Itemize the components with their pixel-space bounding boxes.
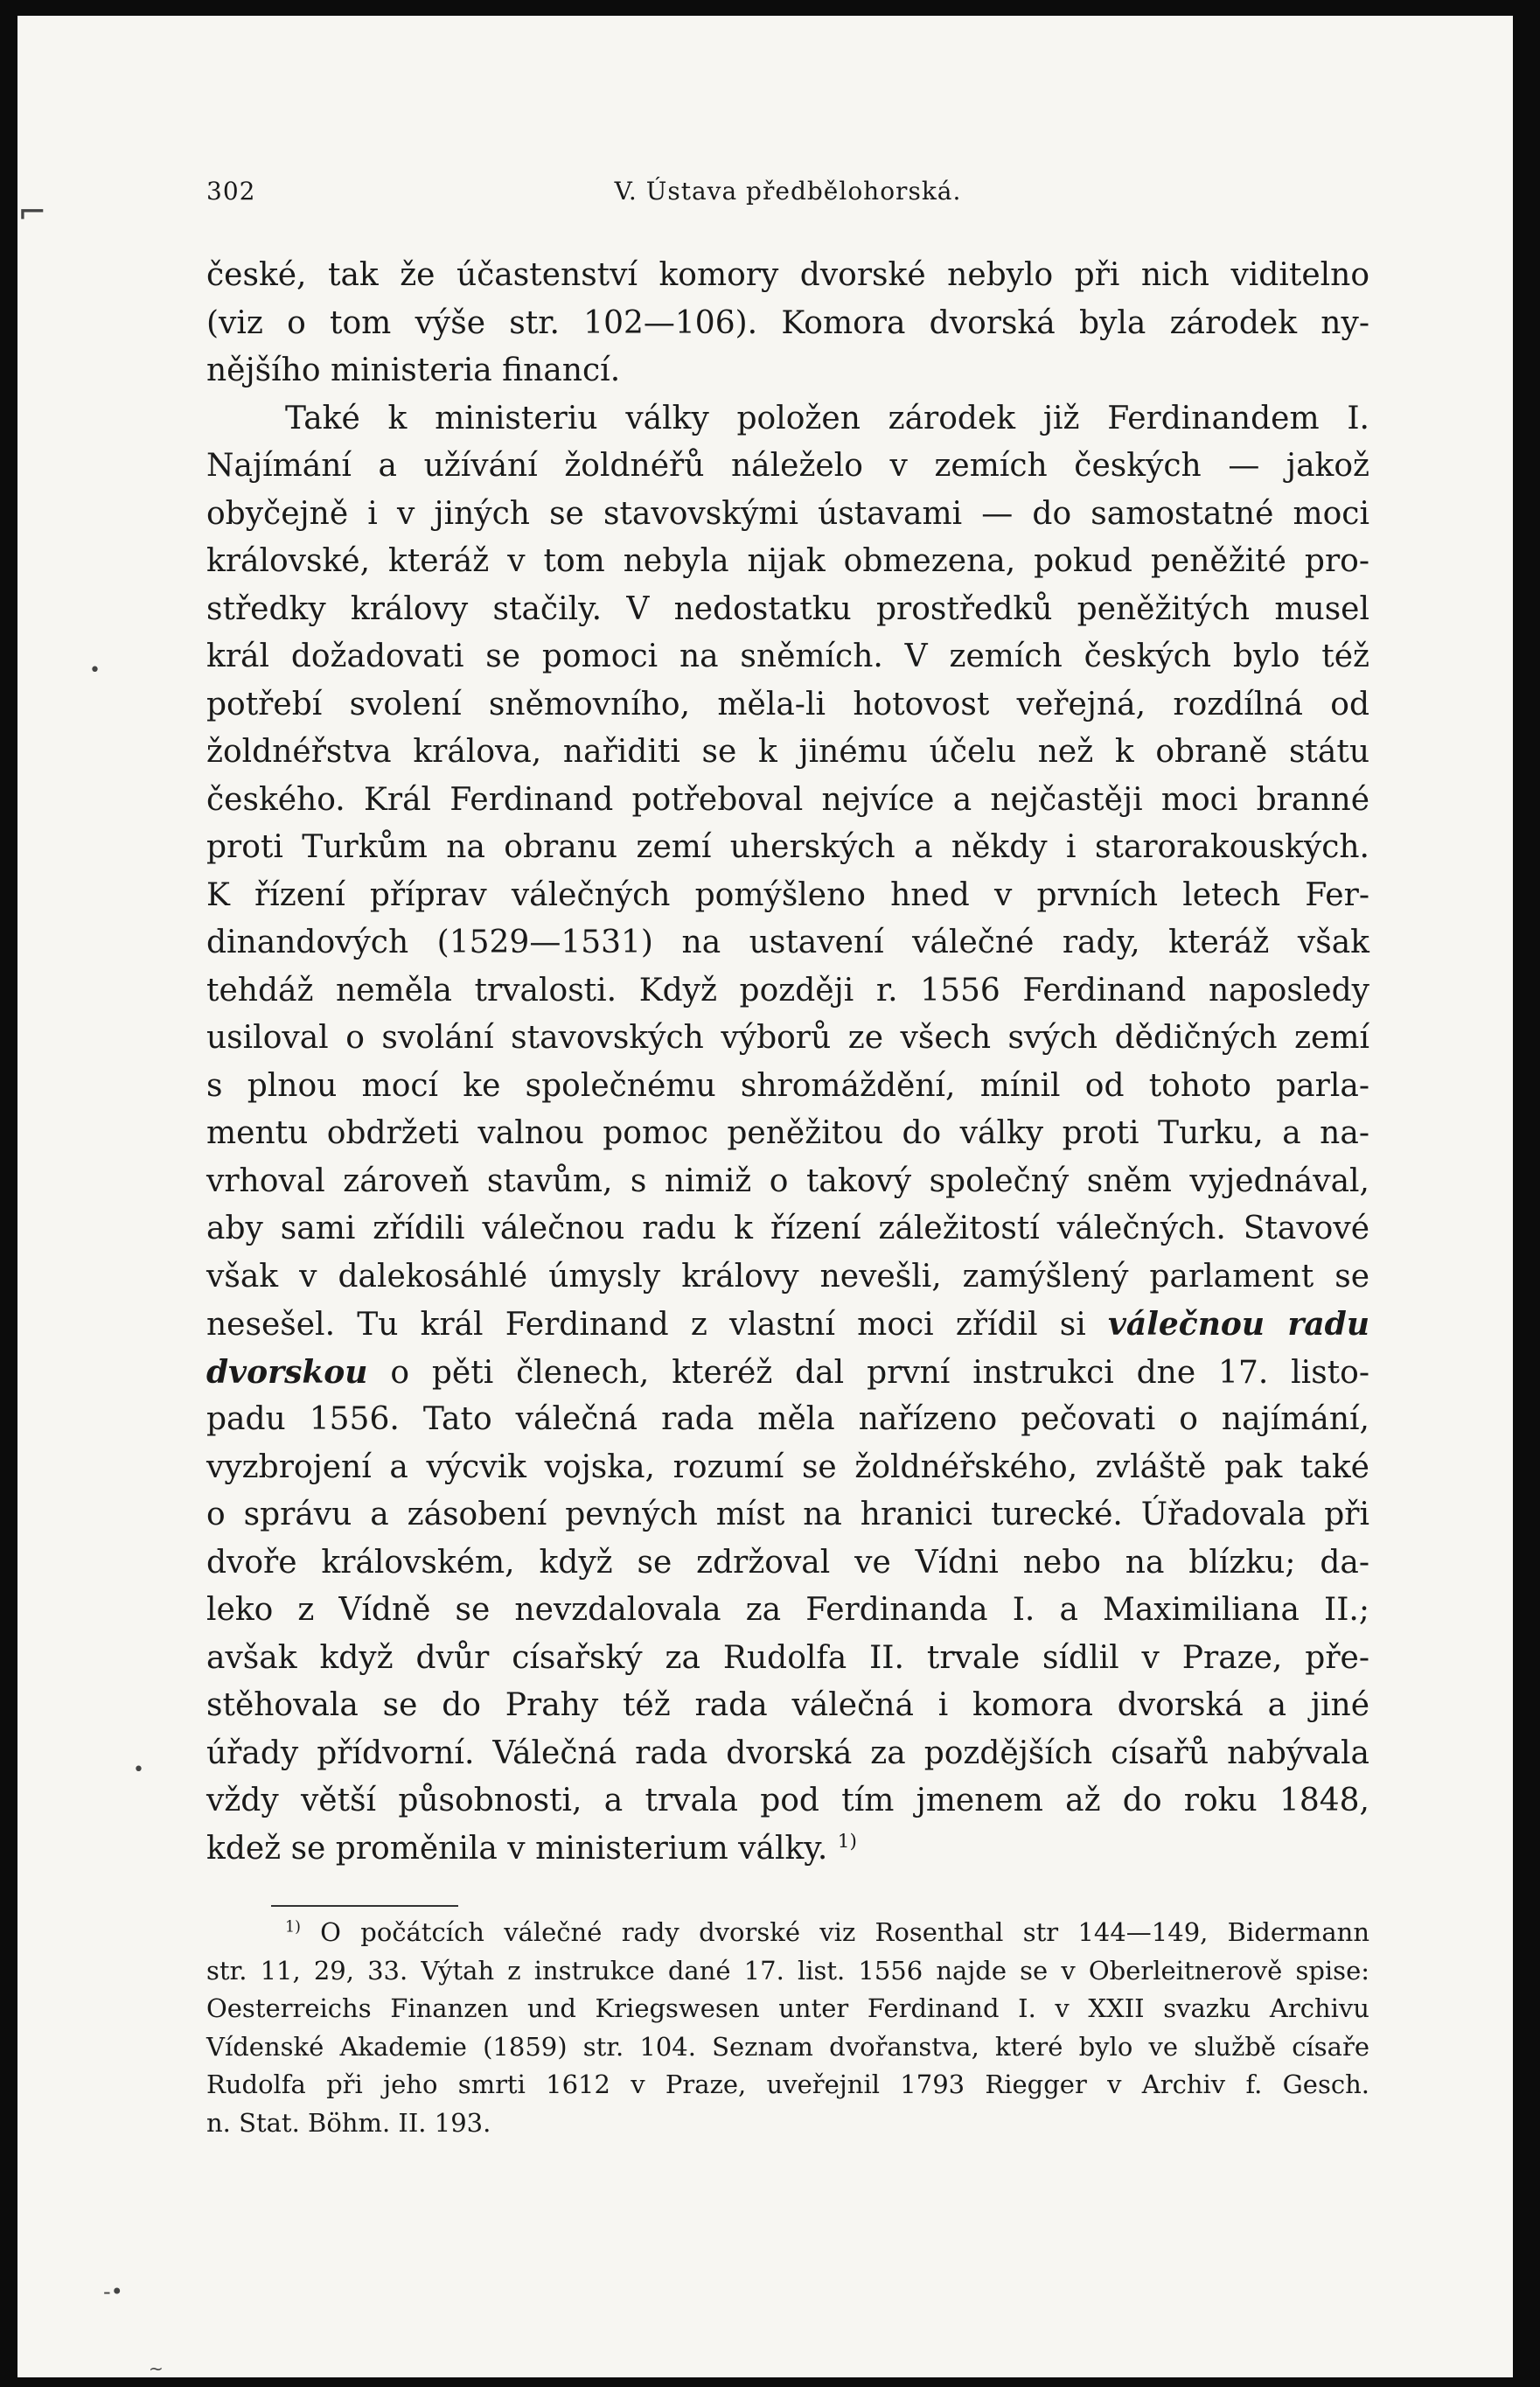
footnote-divider [271, 1905, 458, 1907]
footnote-line [206, 1914, 1369, 1952]
text-line: dvoře královském, když se zdržoval ve Vídni nebo na blízku; da- [206, 1544, 1369, 1581]
text-run: nesešel. Tu král Ferdinand z vlastní moci zřídil si [206, 1307, 1086, 1343]
text-line: s plnou mocí ke společnému shromáždění, mínil od tohoto parla- [206, 1067, 1369, 1104]
text-line: padu 1556. Tato válečná rada měla nařízeno pečovati o najímání, [206, 1401, 1369, 1437]
text-line: žoldnéřstva králova, nařiditi se k jinému účelu než k obraně státu [206, 734, 1369, 770]
text-line: tehdáž neměla trvalosti. Když později r. 1556 Ferdinand naposledy [206, 972, 1369, 1009]
page-header [206, 177, 1369, 212]
text-line: české, tak že účastenství komory dvorské nebylo při nich viditelno [206, 257, 1369, 293]
text-line: aby sami zřídili válečnou radu k řízení záležitostí válečných. Stavové [206, 1211, 1369, 1246]
text-line: stěhovala se do Prahy též rada válečná i komora dvorská a jiné [206, 1687, 1369, 1723]
text-line: proti Turkům na obranu zemí uherských a někdy i starorakouských. [206, 829, 1369, 865]
text-line: královské, kteráž v tom nebyla nijak obmezena, pokud peněžité pro- [206, 543, 1369, 579]
text-line: mentu obdržeti valnou pomoc peněžitou do války proti Turku, a na- [206, 1115, 1369, 1151]
text-run: o pěti členech, kteréž dal první instrukci dne 17. listo- [390, 1354, 1369, 1391]
text-line: úřady přídvorní. Válečná rada dvorská za pozdějších císařů nabývala [206, 1734, 1369, 1771]
text-line: českého. Král Ferdinand potřeboval nejvíce a nejčastěji moci branné [206, 781, 1369, 818]
text-line: středky královy stačily. V nedostatku prostředků peněžitých musel [206, 590, 1369, 627]
footnote-line: Rudolfa při jeho smrti 1612 v Praze, uveřejnil 1793 Riegger v Archiv f. Gesch. [206, 2069, 1369, 2100]
footnote-line: n. Stat. Böhm. II. 193. [206, 2107, 491, 2138]
footnote-line: Vídenské Akademie (1859) str. 104. Seznam dvořanstva, které bylo ve službě císaře [206, 2031, 1369, 2062]
emphasis-term: válečnou radu [1107, 1306, 1369, 1343]
footnote-line: str. 11, 29, 33. Výtah z instrukce dané 17. list. 1556 najde se v Oberleitnerově spise: [206, 1955, 1369, 1986]
emphasis-term: dvorskou [206, 1353, 368, 1391]
text-line [206, 1349, 1369, 1397]
text-line [206, 1301, 1369, 1349]
text-run: O počátcích válečné rady dvorské viz Rosenthal str 144—149, Bidermann [320, 1917, 1369, 1947]
text-line: dinandových (1529—1531) na ustavení válečné rady, kteráž však [206, 925, 1369, 960]
footnote-marker: 1) [285, 1918, 301, 1937]
footnote-reference[interactable]: 1) [837, 1830, 857, 1853]
text-line: Najímání a užívání žoldnéřů náleželo v zemích českých — jakož [206, 448, 1369, 484]
margin-dot-1: • [89, 660, 101, 681]
footnotes [206, 1914, 1369, 2143]
text-line: avšak když dvůr císařský za Rudolfa II. trvale sídlil v Praze, pře- [206, 1639, 1369, 1676]
text-line: Také k ministeriu války položen zárodek již Ferdinandem I. [285, 400, 1369, 436]
margin-dot-2: • [133, 1759, 144, 1781]
running-title: V. Ústava předbělohorská. [614, 177, 962, 206]
text-line: však v dalekosáhlé úmysly královy nevešli, zamýšlený parlament se [206, 1258, 1369, 1295]
text-line: leko z Vídně se nevzdalovala za Ferdinanda I. a Maximiliana II.; [206, 1592, 1369, 1628]
text-run: kdež se proměnila v ministerium války. [206, 1830, 828, 1867]
text-line: vrhoval zároveň stavům, s nimiž o takový společný sněm vyjednával, [206, 1162, 1369, 1199]
text-line: K řízení příprav válečných pomýšleno hned v prvních letech Fer- [206, 876, 1369, 913]
footnote-line: Oesterreichs Finanzen und Kriegswesen unter Ferdinand I. v XXII svazku Archivu [206, 1993, 1369, 2024]
text-line: nějšího ministeria financí. [206, 352, 621, 388]
text-line: (viz o tom výše str. 102—106). Komora dvorská byla zárodek ny- [206, 304, 1369, 341]
margin-mark-top: ⌐ [17, 192, 47, 233]
text-line [206, 1825, 1369, 1874]
page-number: 302 [206, 177, 256, 206]
body-text [206, 252, 1369, 1873]
text-line: vyzbrojení a výcvik vojska, rozumí se žoldnéřského, zvláště pak také [206, 1448, 1369, 1485]
margin-dash-bottom: -• [103, 2279, 123, 2304]
text-line: obyčejně i v jiných se stavovskými ústavami — do samostatné moci [206, 495, 1369, 532]
text-line: král dožadovati se pomoci na sněmích. V zemích českých bylo též [206, 639, 1369, 674]
text-line: potřebí svolení sněmovního, měla-li hotovost veřejná, rozdílná od [206, 686, 1369, 722]
text-line: usiloval o svolání stavovských výborů ze všech svých dědičných zemí [206, 1020, 1369, 1056]
book-page [17, 16, 1513, 2377]
margin-mark-bottom: ~ [149, 2358, 164, 2377]
text-line: vždy větší působnosti, a trvala pod tím jmenem až do roku 1848, [206, 1783, 1369, 1818]
text-line: o správu a zásobení pevných míst na hranici turecké. Úřadovala při [206, 1497, 1369, 1532]
